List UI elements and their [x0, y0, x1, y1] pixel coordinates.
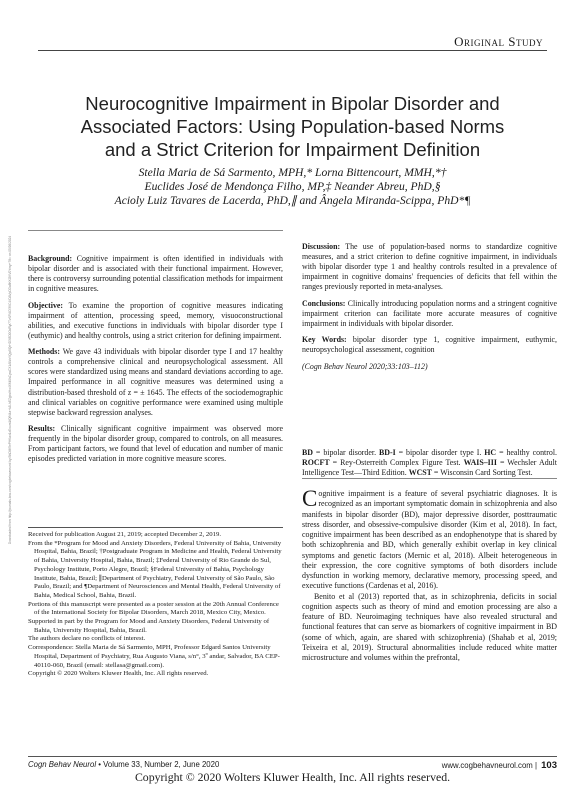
- abstract-conclusions: [302, 299, 557, 329]
- download-watermark-text: Downloaded from http://journals.lww.com/cogbehavneurol by BhDMf5ePHKav1zEoum1tQfN4a+kJLhEZgbsIHo4XMi0hCywCX1AWnYQp/IlQrHD3i3D0OdRyi7TvSFl4Cf3VC4/OAVpDDa8KKGKV0Ymy+78= on 05/26/2024: [8, 235, 12, 545]
- body-text: [302, 486, 557, 663]
- body-paragraph-text: ognitive impairment is a feature of several psychiatric diagnoses. It is recognized as an important symptomatic domain in schizophrenia and also manifests in bipolar disorder (BD), major depressive disorder, posttraumatic stress disorder, and obsessive-compulsive disorder (Kim et al, 2018). In fact, cognitive impairment has been described as an endophenotype that is shared by both schizophrenia and BD, which generally exhibit overlap in key clinical symptoms and genetic factors (Mernic et al, 2018). Albeit heterogeneous in their expression, the core cognitive symptoms of both disorders include dysfunction in working memory, declarative memory, processing speed, and executive functions (Cardenas et al, 2016).: [302, 489, 557, 591]
- footnote: Copyright © 2020 Wolters Kluwer Health, Inc. All rights reserved.: [28, 670, 209, 678]
- footnote: Supported in part by the Program for Mood and Anxiety Disorders, Federal University of Bahia, University Hospital, Bahia, Brazil.: [28, 618, 270, 634]
- journal-footer: [28, 760, 219, 769]
- abstract-discussion: [302, 242, 557, 292]
- abbreviation-definition: = Wisconsin Card Sorting Test.: [431, 468, 533, 478]
- abstract-text: We gave 43 individuals with bipolar disorder type I and 17 healthy controls a comprehensive clinical and neuropsychological assessment. All scores were standardized using means and standard deviations according to age. Impaired performance in all cognitive measures was determined using a distribution-based threshold of z = ± 1645. The effects of the sociodemographic and clinical variables on cognitive performance were examined using multiple stepwise backward regression analyses.: [28, 347, 283, 417]
- abbreviation-term: WCST: [408, 468, 432, 478]
- abstract-text: The use of population-based norms to standardize cognitive measures, and a strict criterion to define cognitive impairment, in individuals with bipolar disorder type 1 and healthy controls resulted in a prevalence of impairment in cognitive domains' frequencies of deficits that fell within the ranges previously reported in meta-analyses.: [302, 242, 557, 292]
- section-heading: Results:: [28, 423, 56, 433]
- footnote: Received for publication August 21, 2019; accepted December 2, 2019.: [28, 531, 222, 538]
- section-heading: Conclusions:: [302, 298, 346, 308]
- abbreviation-definition: = healthy control.: [496, 448, 557, 457]
- abstract-rule: [28, 230, 283, 231]
- footnote: The authors declare no conflicts of interest.: [28, 635, 146, 643]
- download-watermark: [6, 235, 14, 545]
- title-line: Neurocognitive Impairment in Bipolar Disorder and: [85, 93, 500, 114]
- abbreviation-definition: = bipolar disorder.: [312, 448, 379, 457]
- footnote-rule: [28, 527, 283, 528]
- abbreviation-term: BD-I: [379, 448, 396, 457]
- page-number: 103: [541, 760, 557, 771]
- journal-website[interactable]: www.cogbehavneurol.com |: [441, 761, 540, 770]
- section-heading: Discussion:: [302, 242, 341, 251]
- author-line: Euclides José de Mendonça Filho, MP,‡ Neander Abreu, PhD,§: [144, 180, 441, 194]
- section-heading: Background:: [28, 254, 73, 263]
- author-line: Stella Maria de Sá Sarmento, MPH,* Lorna Bittencourt, MMH,*†: [138, 166, 447, 179]
- abstract-citation: (Cogn Behav Neurol 2020;33:103–112): [302, 361, 428, 371]
- abstract-text: Clinically significant cognitive impairment was observed more frequently in the bipolar disorder group, compared to controls, on all measures. From participant factors, we found that level of education and number of manic episodes predicted variation in more cognitive measure scores.: [28, 423, 283, 464]
- abstract-left-column: [28, 254, 283, 471]
- author-line: Acioly Luiz Tavares de Lacerda, PhD,∥ and Ângela Miranda-Scippa, PhD*¶: [114, 194, 471, 208]
- abbreviation-definition: = Wechsler Adult Intelligence Test—Third Edition.: [302, 458, 558, 478]
- section-label: Original Study: [454, 34, 543, 49]
- abbreviation-term: ROCFT: [302, 458, 330, 468]
- abbreviation-term: WAIS–III: [463, 458, 497, 468]
- abstract-text: To examine the proportion of cognitive measures indicating impairment of attention, processing speed, memory, visuoconstructional abilities, and executive functions in individuals with bipolar disorder type I (euthymic) and healthy controls, using a strict criterion for defining impairment.: [28, 300, 283, 340]
- abstract-results: [28, 424, 283, 464]
- abbreviation-term: HC: [484, 448, 497, 457]
- abstract-background: [28, 254, 283, 294]
- section-heading: Objective:: [28, 300, 64, 310]
- abbreviation-term: BD: [302, 448, 313, 457]
- abstract-text: Clinically introducing population norms and a stringent cognitive impairment criterion can facilitate more accurate measures of cognitive impairment in individuals with bipolar disorder.: [302, 298, 557, 328]
- abbreviation-definition: = Rey-Osterreith Complex Figure Test.: [329, 458, 464, 468]
- title-line: Associated Factors: Using Population-based Norms: [80, 116, 505, 137]
- section-heading: Key Words:: [302, 335, 347, 345]
- footer-rule: [28, 756, 557, 757]
- drop-cap: C: [302, 486, 318, 511]
- footnote: From the *Program for Mood and Anxiety Disorders, Federal University of Bahia, University Hospital, Bahia, Brazil; †Postgraduate Program in Medicine and Health, Federal University of Bahia, University Hospital, Bahia, Brazil; ‡Federal University of Rio Grande do Sul, Psychology Institute, Porto Alegre, Brazil; §Federal University of Bahia, Psychology Institute, Bahia, Brazil; ∥Department of Psychiatry, Federal University of São Paulo, São Paulo, Brazil; and ¶Department of Neurosciences and Mental Health, Federal University of Bahia, Medical School, Bahia, Brazil.: [28, 539, 282, 599]
- footnote: Portions of this manuscript were presented as a poster session at the 20th Annual Conference of the International Society for Bipolar Disorders, March 2018, Mexico City, Mexico.: [28, 600, 279, 617]
- body-paragraph: [302, 486, 557, 592]
- body-paragraph: Benito et al (2013) reported that, as in schizophrenia, deficits in social cognition aspects such as theory of mind and emotion processing are also a feature of BD. Neuroimaging techniques have also revealed structural and functional features that can serve as biomarkers of cognitive impairment in BD (some of which, again, are shared with schizophrenia) (Shahab et al, 2019; Teixeira et al, 2019). Structural abnormalities include reduced white matter microstructure and volumes within the prefrontal,: [302, 591, 557, 662]
- journal-issue: • Volume 33, Number 2, June 2020: [96, 760, 220, 769]
- article-title: [40, 92, 545, 161]
- header-rule: [38, 50, 547, 51]
- abstract-keywords: [302, 335, 557, 355]
- abbreviation-rule: [302, 478, 557, 479]
- author-list: [40, 166, 545, 209]
- section-heading: Methods:: [28, 347, 60, 357]
- abstract-right-column: [302, 242, 557, 378]
- abstract-methods: [28, 347, 283, 418]
- footnotes: [28, 531, 283, 679]
- abbreviation-list: [302, 448, 557, 478]
- abbreviation-definition: = bipolar disorder type I.: [395, 448, 485, 457]
- abstract-text: bipolar disorder type 1, cognitive impairment, euthymic, neuropsychological assessment, cognition: [302, 335, 557, 355]
- footnote: Correspondence: Stella Maria de Sá Sarmento, MPH, Professor Edgard Santos University Hospital, Department of Psychiatry, Rua Augusto Viana, s/n°, 3º andar, Salvador, BA CEP-40110-060, Brazil (email: stellasa@gmail.com).: [28, 644, 280, 669]
- title-line: and a Strict Criterion for Impairment Definition: [104, 139, 481, 160]
- abstract-text: Cognitive impairment is often identified in individuals with bipolar disorder and is associated with their functional impairment. However, there is controversy surrounding potential classification methods for impairment in cognitive measures.: [28, 254, 283, 294]
- copyright-banner: Copyright © 2020 Wolters Kluwer Health, Inc. All rights reserved.: [134, 770, 451, 784]
- journal-name: Cogn Behav Neurol: [28, 760, 97, 769]
- abstract-objective: [28, 301, 283, 341]
